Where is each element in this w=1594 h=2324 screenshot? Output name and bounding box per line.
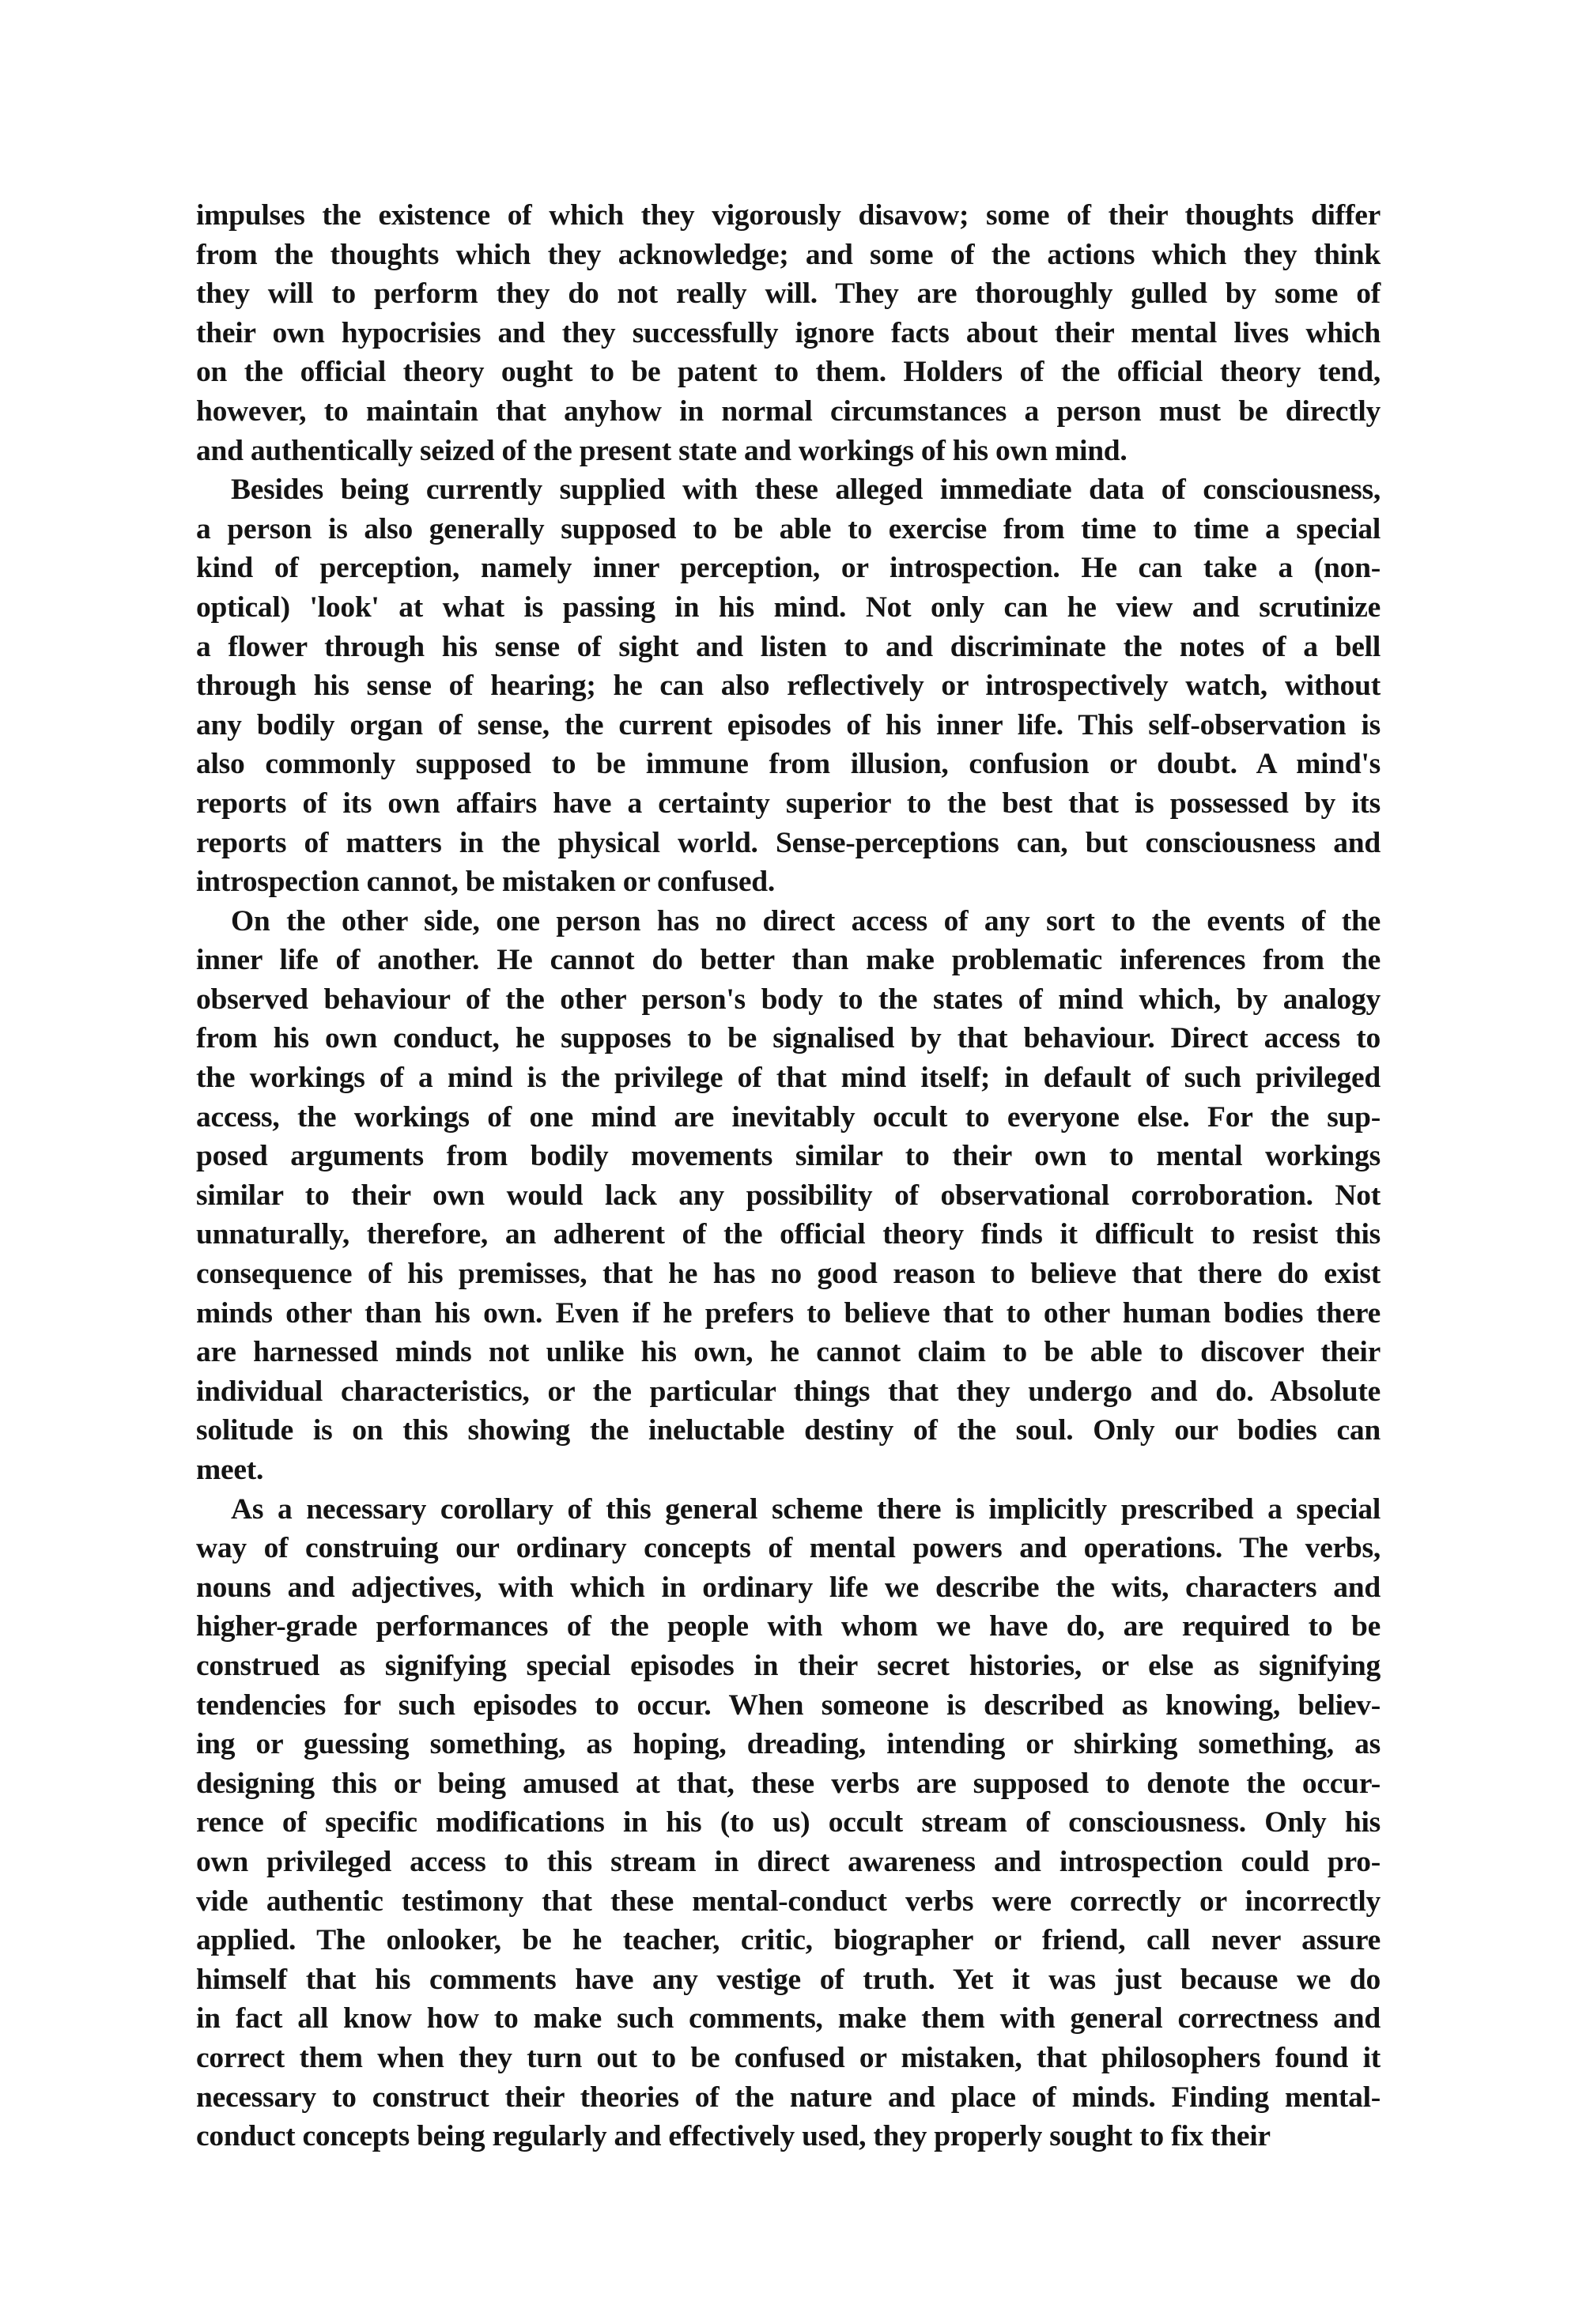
- text-line: vide authentic testimony that these mental-conduct verbs were correctly or incorrectly: [196, 1884, 1381, 1918]
- text-line: necessary to construct their theories of the nature and place of minds. Finding mental-: [196, 2081, 1381, 2114]
- text-line: their own hypocrisies and they successfully ignore facts about their mental lives which: [196, 316, 1381, 349]
- text-line: the workings of a mind is the privilege of that mind itself; in default of such privileged: [196, 1062, 1381, 1095]
- text-line: correct them when they turn out to be confused or mistaken, that philosophers found it: [196, 2041, 1381, 2074]
- text-line: through his sense of hearing; he can also reflectively or introspectively watch, without: [196, 670, 1381, 703]
- text-line: himself that his comments have any vestige of truth. Yet it was just because we do: [196, 1963, 1381, 1996]
- text-line: observed behaviour of the other person's body to the states of mind which, by analogy: [196, 983, 1381, 1016]
- text-line: impulses the existence of which they vigorously disavow; some of their thoughts differ: [196, 199, 1381, 232]
- paragraph: [196, 1490, 1381, 2156]
- text-line: similar to their own would lack any possibility of observational corroboration. Not: [196, 1179, 1381, 1212]
- text-line: tendencies for such episodes to occur. When someone is described as knowing, believ-: [196, 1688, 1381, 1722]
- text-line: own privileged access to this stream in direct awareness and introspection could pro-: [196, 1845, 1381, 1878]
- text-line: higher-grade performances of the people with whom we have do, are required to be: [196, 1610, 1381, 1643]
- text-line: in fact all know how to make such comments, make them with general correctness and: [196, 2002, 1381, 2035]
- text-line: designing this or being amused at that, these verbs are supposed to denote the occur-: [196, 1767, 1381, 1800]
- text-line: any bodily organ of sense, the current episodes of his inner life. This self-observation is: [196, 708, 1381, 741]
- text-line: reports of its own affairs have a certainty superior to the best that is possessed by its: [196, 787, 1381, 820]
- text-line: On the other side, one person has no direct access of any sort to the events of the: [231, 904, 1381, 938]
- text-line: conduct concepts being regularly and effectively used, they properly sought to fix their: [196, 2120, 1271, 2153]
- text-line: are harnessed minds not unlike his own, he cannot claim to be able to discover their: [196, 1336, 1381, 1369]
- text-line: ing or guessing something, as hoping, dreading, intending or shirking something, as: [196, 1728, 1381, 1761]
- text-line: individual characteristics, or the particular things that they undergo and do. Absolute: [196, 1375, 1381, 1408]
- text-line: optical) 'look' at what is passing in his mind. Not only can he view and scrutinize: [196, 590, 1381, 624]
- paragraph: [196, 470, 1381, 902]
- text-line: a person is also generally supposed to be able to exercise from time to time a special: [196, 512, 1381, 545]
- text-line: however, to maintain that anyhow in normal circumstances a person must be directly: [196, 394, 1381, 428]
- text-line: nouns and adjectives, with which in ordinary life we describe the wits, characters and: [196, 1571, 1381, 1604]
- text-line: from his own conduct, he supposes to be signalised by that behaviour. Direct access to: [196, 1022, 1381, 1055]
- text-line: they will to perform they do not really will. They are thoroughly gulled by some of: [196, 277, 1381, 311]
- text-line: access, the workings of one mind are inevitably occult to everyone else. For the sup-: [196, 1100, 1381, 1134]
- text-line: way of construing our ordinary concepts of mental powers and operations. The verbs,: [196, 1532, 1381, 1565]
- text-line: also commonly supposed to be immune from illusion, confusion or doubt. A mind's: [196, 748, 1381, 781]
- paragraph: [196, 196, 1381, 470]
- text-line: As a necessary corollary of this general scheme there is implicitly prescribed a special: [231, 1492, 1381, 1526]
- text-line: solitude is on this showing the ineluctable destiny of the soul. Only our bodies can: [196, 1414, 1381, 1447]
- text-line: meet.: [196, 1454, 264, 1486]
- text-line: minds other than his own. Even if he prefers to believe that to other human bodies there: [196, 1296, 1381, 1330]
- page-body: [196, 196, 1381, 2156]
- text-line: unnaturally, therefore, an adherent of the official theory finds it difficult to resist this: [196, 1218, 1381, 1251]
- text-line: Besides being currently supplied with these alleged immediate data of consciousness,: [231, 473, 1381, 507]
- text-line: from the thoughts which they acknowledge; and some of the actions which they think: [196, 238, 1381, 271]
- text-line: posed arguments from bodily movements similar to their own to mental workings: [196, 1140, 1381, 1173]
- text-line: kind of perception, namely inner perception, or introspection. He can take a (non-: [196, 552, 1381, 585]
- paragraph: [196, 902, 1381, 1490]
- text-line: a flower through his sense of sight and listen to and discriminate the notes of a bell: [196, 630, 1381, 663]
- text-line: construed as signifying special episodes in their secret histories, or else as signifying: [196, 1649, 1381, 1682]
- text-line: introspection cannot, be mistaken or confused.: [196, 866, 775, 899]
- text-line: consequence of his premisses, that he has no good reason to believe that there do exist: [196, 1258, 1381, 1291]
- text-line: inner life of another. He cannot do better than make problematic inferences from the: [196, 944, 1381, 977]
- text-line: and authentically seized of the present state and workings of his own mind.: [196, 434, 1128, 467]
- text-line: on the official theory ought to be patent to them. Holders of the official theory tend,: [196, 356, 1381, 389]
- text-line: reports of matters in the physical world. Sense-perceptions can, but consciousness and: [196, 826, 1381, 859]
- text-line: rence of specific modifications in his (to us) occult stream of consciousness. Only his: [196, 1806, 1381, 1839]
- text-line: applied. The onlooker, be he teacher, critic, biographer or friend, call never assure: [196, 1924, 1381, 1957]
